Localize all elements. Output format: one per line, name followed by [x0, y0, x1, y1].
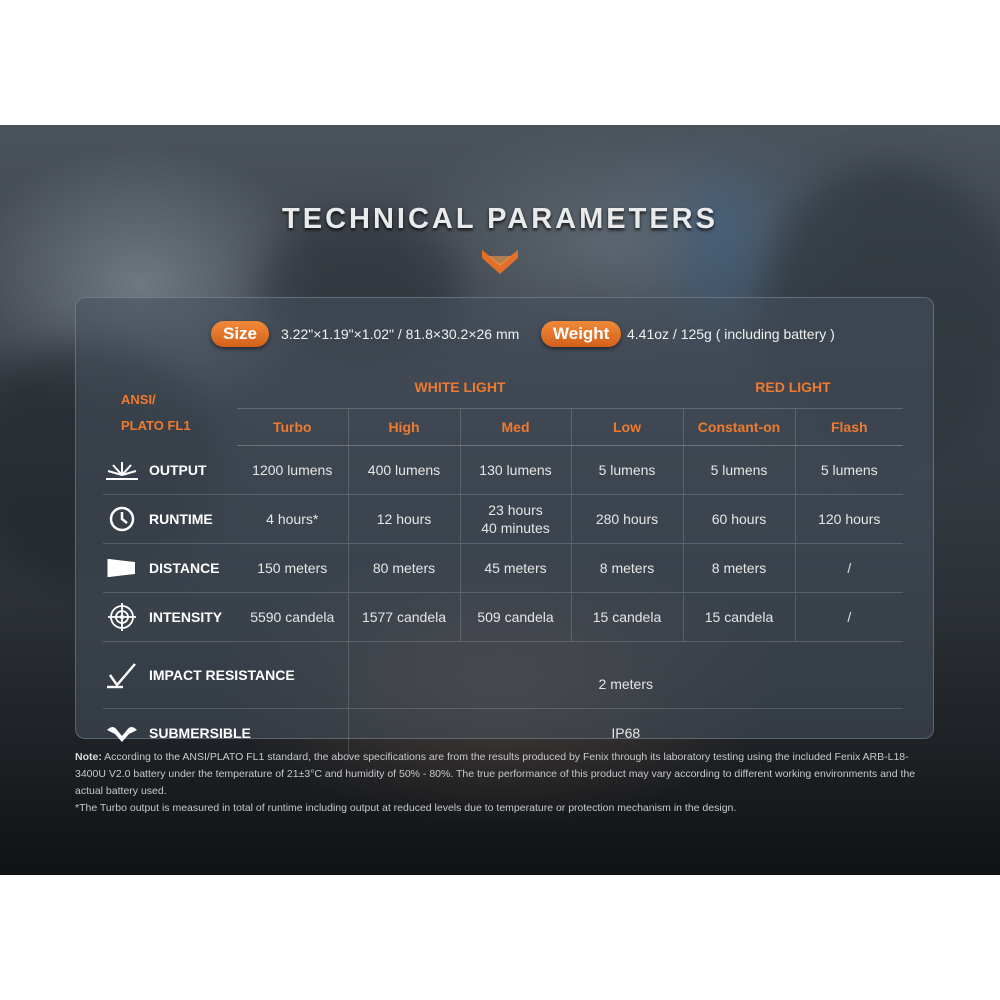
mode-low: Low [571, 409, 683, 446]
mode-med: Med [460, 409, 571, 446]
table-cell: 23 hours 40 minutes [460, 495, 571, 544]
size-value: 3.22"×1.19"×1.02" / 81.8×30.2×26 mm [281, 326, 520, 342]
table-cell: 1200 lumens [237, 446, 348, 495]
clock-icon [105, 505, 139, 533]
impact-value: 2 meters [348, 642, 903, 709]
mode-high: High [348, 409, 460, 446]
group-header-row [103, 366, 903, 409]
chevron-down-icon [482, 250, 518, 274]
red-light-header: RED LIGHT [755, 379, 831, 395]
table-cell: 15 candela [683, 593, 795, 642]
table-cell: / [795, 593, 903, 642]
table-cell: 4 hours* [237, 495, 348, 544]
table-cell: 45 meters [460, 544, 571, 593]
mode-header-row [103, 409, 903, 446]
row-label-impact: IMPACT RESISTANCE [103, 642, 348, 709]
table-cell: 1577 candela [348, 593, 460, 642]
table-cell: 280 hours [571, 495, 683, 544]
table-cell: 5590 candela [237, 593, 348, 642]
row-label-runtime: RUNTIME [103, 495, 237, 544]
impact-icon [105, 661, 139, 689]
table-cell: 509 candela [460, 593, 571, 642]
note-paragraph: Note: According to the ANSI/PLATO FL1 standard, the above specifications are from the results produced by Fenix through its laboratory testing using the included Fenix ARB-L18-3400U V2.0 battery under the temperature of 21±3°C and humidity of 50% - 80%. The true performance of this product may vary according to different working environments and the actual battery used. [75, 751, 916, 797]
table-cell: 8 meters [571, 544, 683, 593]
mode-constant-on: Constant-on [683, 409, 795, 446]
table-cell: 5 lumens [795, 446, 903, 495]
table-cell: 120 hours [795, 495, 903, 544]
standard-line-2: PLATO FL1 [121, 418, 191, 433]
row-label-output: OUTPUT [103, 446, 237, 495]
table-cell: 8 meters [683, 544, 795, 593]
table-row [103, 446, 903, 495]
weight-value: 4.41oz / 125g ( including battery ) [627, 326, 835, 342]
table-row [103, 544, 903, 593]
footnote [75, 749, 935, 817]
target-icon [105, 602, 139, 632]
row-label-distance: DISTANCE [103, 544, 237, 593]
size-pill: Size [211, 321, 269, 347]
table-cell: 12 hours [348, 495, 460, 544]
table-cell: / [795, 544, 903, 593]
row-label-intensity: INTENSITY [103, 593, 237, 642]
table-cell: 130 lumens [460, 446, 571, 495]
table-cell: 400 lumens [348, 446, 460, 495]
row-label-submersible: SUBMERSIBLE [103, 709, 348, 758]
mode-turbo: Turbo [237, 409, 348, 446]
banner [0, 125, 1000, 875]
turbo-footnote: *The Turbo output is measured in total of runtime including output at reduced levels due to temperature or protection mechanism in the design. [75, 802, 737, 814]
table-row [103, 495, 903, 544]
distance-icon [105, 556, 139, 580]
table-cell: 5 lumens [683, 446, 795, 495]
white-light-header: WHITE LIGHT [414, 379, 506, 395]
page-title: TECHNICAL PARAMETERS [282, 203, 718, 235]
table-cell: 80 meters [348, 544, 460, 593]
table-row [103, 642, 903, 709]
table-cell: 15 candela [571, 593, 683, 642]
submersible-icon [105, 722, 139, 744]
submersible-value: IP68 [348, 709, 903, 758]
weight-pill: Weight [541, 321, 621, 347]
table-cell: 150 meters [237, 544, 348, 593]
table-cell: 5 lumens [571, 446, 683, 495]
standard-line-1: ANSI/ [121, 392, 156, 407]
table-row [103, 593, 903, 642]
mode-flash: Flash [795, 409, 903, 446]
spec-table [103, 366, 903, 757]
output-icon [105, 459, 139, 481]
table-cell: 60 hours [683, 495, 795, 544]
